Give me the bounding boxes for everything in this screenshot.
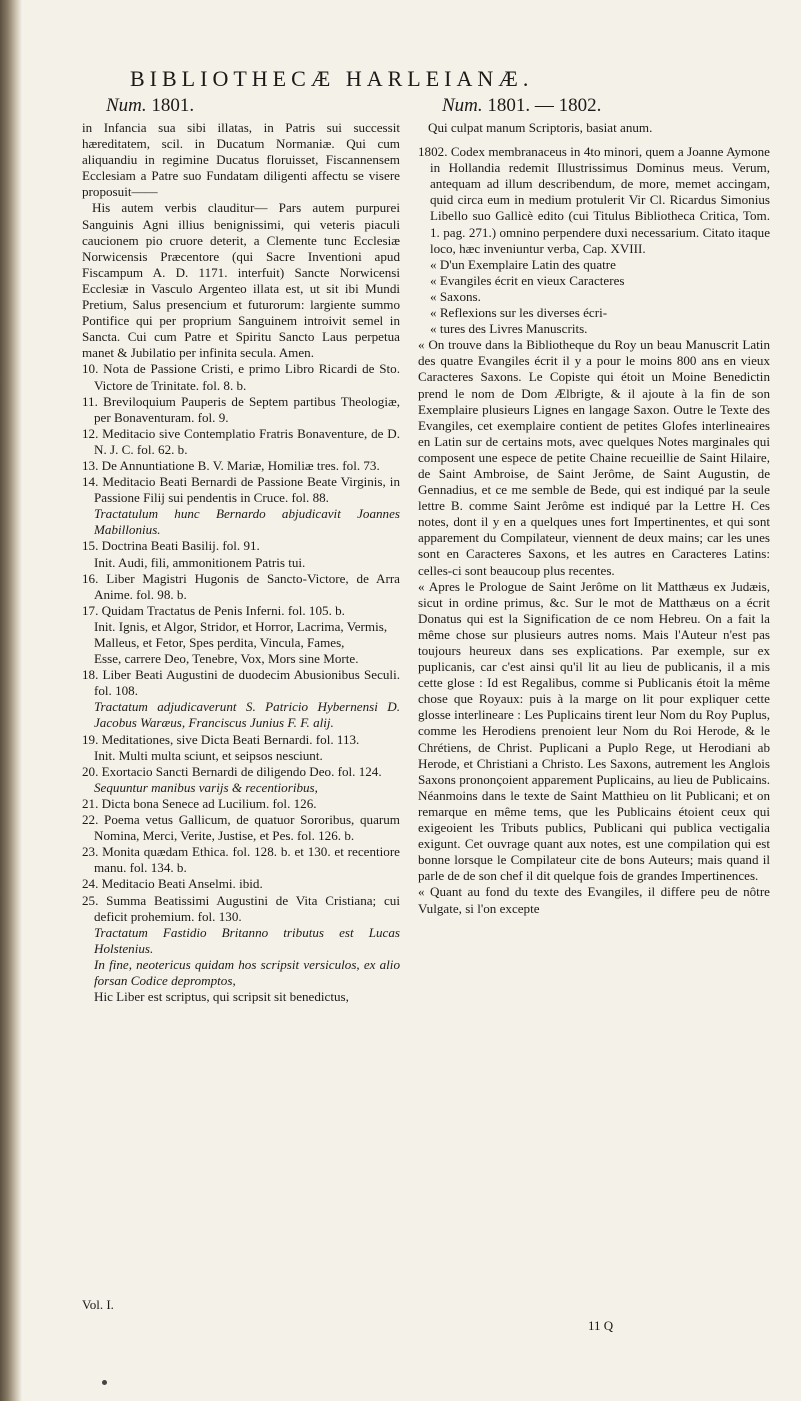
ink-spot	[102, 1380, 107, 1385]
item-17: 17. Quidam Tractatus de Penis Inferni. fol. 105. b.	[82, 602, 345, 618]
catchword: 11 Q	[588, 1318, 614, 1333]
item-13: 13. De Annuntiatione B. V. Mariæ, Homiliæ tres. fol. 73.	[82, 457, 380, 473]
right-num-value: 1801. — 1802.	[487, 95, 602, 116]
left-number-heading	[106, 94, 400, 118]
quote-line-1: « D'un Exemplaire Latin des quatre	[430, 256, 616, 272]
volume-signature: Vol. I.	[82, 1297, 114, 1312]
quote-line-3: « Saxons.	[430, 288, 481, 304]
item-19: 19. Meditationes, sive Dicta Beati Bernardi. fol. 113.	[82, 731, 360, 747]
item-15: 15. Doctrina Beati Basilij. fol. 91.	[82, 538, 260, 554]
item-15-incipit: Init. Audi, fili, ammonitionem Patris tui.	[94, 554, 306, 570]
left-num-value: 1801.	[151, 95, 195, 116]
quote-paragraph-1: « On trouve dans la Bibliotheque du Roy un beau Manuscrit Latin des quatre Evangiles écrit il y a pour le moins 800 ans en vieux Caracteres Saxons. Le Copiste qui étoit un Moine Benedictin prend le nom de Dom Ælbrigte, & il ajoute à la fin de son Exemplaire plusieurs Lignes en langage Saxon. Outre le Texte des Evangiles, cet exemplaire contient de petites Glofes interlineaires en Latin sur de certains mots, avec quelques Notes marginales qui composent une espece de petite Chaine recueillie de Saint Hilaire, de Saint Ambroise, de Saint Jerôme, de Saint Augustin, de Gennadius, et ce me semble de Bede, qui est indiqué par la seule lettre B. comme Saint Jerôme est indiqué par la Lettre H. Ces notes, dont il y en a quelques unes fort Impertinentes, et qui sont apparement du Compilateur, viennent de deux mains; car les unes sont en Caracteres Saxons, et les autres en Caracteres Latins: celles-ci sont beaucoup plus recentes.	[418, 337, 770, 578]
item-16: 16. Liber Magistri Hugonis de Sancto-Victore, de Arra Anime. fol. 98. b.	[82, 570, 400, 602]
running-head: BIBLIOTHECÆ HARLEIANÆ.	[130, 66, 534, 91]
right-column	[418, 94, 770, 917]
colophon-intro: In fine, neotericus quidam hos scripsit versiculos, ex alio forsan Codice depromptos,	[94, 956, 400, 988]
item-21: 21. Dicta bona Senece ad Lucilium. fol. 126.	[82, 795, 317, 811]
item-25-note: Tractatum Fastidio Britanno tributus est Lucas Holstenius.	[94, 924, 400, 956]
book-spine-shadow	[0, 0, 22, 1401]
item-17-incipit: Init. Ignis, et Algor, Stridor, et Horror, Lacrima, Vermis,	[94, 618, 388, 634]
quote-line-5: « tures des Livres Manuscrits.	[430, 321, 588, 337]
item-25: 25. Summa Beatissimi Augustini de Vita Cristiana; cui deficit prohemium. fol. 130.	[82, 892, 400, 924]
entry-1802: 1802. Codex membranaceus in 4to minori, quem a Joanne Aymone in Hollandia redemit Illustrissimus Dominus meus. Verum, antequam ad illum describendum, de more, memet accingam, quid circa eum in medium protulerit Vir Cl. Ricardus Simonius Libello suo Gallicè edito (cui Titulus Bibliotheca Critica, Tom. 1. pag. 271.) omnino perpendere duxi necessarium. Citato itaque loco, hæc inveniuntur verba, Cap. XVIII.	[418, 144, 770, 256]
colophon-verse: Hic Liber est scriptus, qui scripsit sit benedictus,	[94, 989, 349, 1005]
quote-line-4: « Reflexions sur les diverses écri-	[430, 305, 608, 321]
left-paragraph-2: His autem verbis clauditur— Pars autem purpurei Sanguinis Agni illius benignissimi, qui veteris piaculi caucionem pio cruore deterit, a Clemente tunc Ecclesiæ Norwicensis Præcentore (qui Sacre Inventioni apud Fiscampum A. D. 1171. interfuit) Sancte Norwicensi Ecclesiæ in Vasculo Argenteo illata est, ut sit ibi Mundi Pretium, Salus presencium et futurorum: largiente summo Pontifice qui per proprium Sanguinem introivit semel in Sancta. Cui cum Patre et Spiritu Sancto Laus perpetua manet & Jubilatio per infinita secula. Amen.	[82, 200, 400, 361]
quote-paragraph-2: « Apres le Prologue de Saint Jerôme on lit Matthæus ex Judæis, sicut in ordine primus, &c. Sur le mot de Matthæus on a écrit Donatus qui est la Signification de ce nom Hebreu. On a fait la même chose sur plusieurs autres noms. Mais l'Auteur n'est pas toujours heureux dans ses explications. Par exemple, sur ex puplicanis, car c'est ainsi qu'il lit au lieu de publicanis, il a mis cette glose : Id est Regalibus, comme si Publicanis étoit la même chose que Royaux: puis à la marge on lit pour expliquer cette glosse interlineare : Les Puplicains tirent leur Nom du Roy Puplus, comme les Herodiens prenoient leur Nom du Roi Herode, & le Chrétiens, de Christ. Puplicani a Puplo Rege, ut Herodiani ab Herode, et Christiani a Christo. Les Saxons, autrement les Anglois Saxons prononçoient apparement Puplicains, au lieu de Publicains. Néanmoins dans le texte de Saint Matthieu on lit Publicani; et on remarque en même tems, que les Publicains étoient ceux qui exigeoient les Tributs publics, Publicani qui publica vectigalia exigunt. Cet ouvrage quant aux notes, est une compilation qui est bonne lorsque le Compilateur cite de bons Auteurs; mais quand il parle de de son chef il dit quelque fois de grandes Impertinences.	[418, 578, 770, 884]
item-22: 22. Poema vetus Gallicum, de quatuor Sororibus, quarum Nomina, Merci, Verite, Justise, et Pes. fol. 126. b.	[82, 812, 400, 844]
item-10: 10. Nota de Passione Cristi, e primo Libro Ricardi de Sto. Victore de Trinitate. fol. 8. b.	[82, 361, 400, 393]
item-23: 23. Monita quædam Ethica. fol. 128. b. et 130. et recentiore manu. fol. 134. b.	[82, 844, 400, 876]
item-19-incipit: Init. Multi multa sciunt, et seipsos nesciunt.	[94, 747, 323, 763]
item-14-note: Tractatulum hunc Bernardo abjudicavit Joannes Mabillonius.	[94, 506, 400, 538]
item-18: 18. Liber Beati Augustini de duodecim Abusionibus Seculi. fol. 108.	[82, 667, 400, 699]
item-12: 12. Meditacio sive Contemplatio Fratris Bonaventure, de D. N. J. C. fol. 62. b.	[82, 425, 400, 457]
item-24: 24. Meditacio Beati Anselmi. ibid.	[82, 876, 263, 892]
item-17-verse-2: Malleus, et Fetor, Spes perdita, Vincula, Fames,	[94, 635, 345, 650]
right-num-label: Num.	[442, 95, 483, 116]
left-paragraph-1: in Infancia sua sibi illatas, in Patris sui successit hæreditatem, scil. in Ducatum Normaniæ. Qui cum aliquandiu in regimine Ducatus floruisset, Fiscannensem Ecclesiam a Patre suo Fundatam diligenti affectu se visere proposuit——	[82, 120, 400, 200]
item-17-verse-3: Esse, carrere Deo, Tenebre, Vox, Mors sine Morte.	[94, 651, 359, 667]
quote-line-2: « Evangiles écrit en vieux Caracteres	[430, 272, 625, 288]
item-20: 20. Exortacio Sancti Bernardi de diligendo Deo. fol. 124.	[82, 763, 382, 779]
item-14: 14. Meditacio Beati Bernardi de Passione Beate Virginis, in Passione Filij sui pendentis in Cruce. fol. 88.	[82, 474, 400, 506]
left-column	[82, 94, 400, 1005]
left-num-label: Num.	[106, 95, 147, 116]
quote-paragraph-3: « Quant au fond du texte des Evangiles, il differe peu de nôtre Vulgate, si l'on excepte	[418, 884, 770, 916]
right-number-heading	[442, 94, 770, 118]
item-11: 11. Breviloquium Pauperis de Septem partibus Theologiæ, per Bonaventuram. fol. 9.	[82, 393, 400, 425]
later-hands-note: Sequuntur manibus varijs & recentioribus,	[94, 779, 318, 795]
right-intro: Qui culpat manum Scriptoris, basiat anum.	[428, 120, 653, 135]
item-18-note: Tractatum adjudicaverunt S. Patricio Hybernensi D. Jacobus Waræus, Franciscus Junius F. F. alij.	[94, 699, 400, 731]
